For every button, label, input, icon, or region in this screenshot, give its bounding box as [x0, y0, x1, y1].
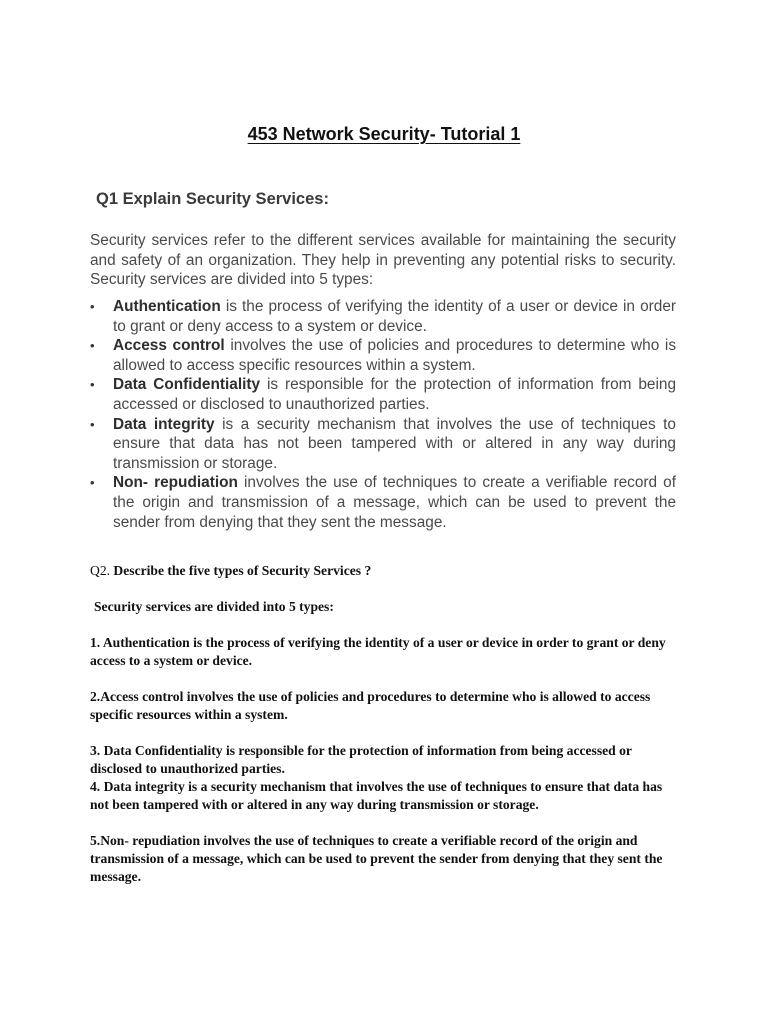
bullet-icon: • [90, 338, 95, 354]
service-term: Non- repudiation [113, 474, 238, 492]
service-description: involves the use of techniques to create a verifiable record of the origin and transmission of a message, which can be used to prevent the sender from denying that they sent the message. [113, 474, 676, 531]
q2-answer-3: 3. Data Confidentiality is responsible for the protection of information from being accessed or disclosed to unauthorized parties. [90, 743, 632, 776]
page-title: 453 Network Security- Tutorial 1 [247, 124, 521, 144]
bullet-icon: • [90, 299, 95, 314]
q1-heading: Q1 Explain Security Services: [96, 190, 329, 208]
q2-question [90, 562, 680, 580]
service-description: is responsible for the protection of information from being accessed or disclosed to unauthorized parties. [113, 376, 677, 413]
q1-intro-paragraph: Security services refer to the different services available for maintaining the security and safety of an organization. They help in preventing any potential risks to security. Security services are divided into 5 types: [90, 232, 676, 289]
list-item [90, 415, 676, 474]
q2-section [90, 562, 680, 886]
list-item [90, 473, 676, 532]
bullet-icon: • [90, 416, 95, 432]
service-term: Authentication [113, 298, 221, 315]
service-term: Access control [113, 337, 225, 355]
list-item [90, 297, 676, 336]
q2-answer-2: 2.Access control involves the use of policies and procedures to determine who is allowed to access specific resources within a system. [90, 689, 651, 722]
list-item [90, 375, 676, 414]
service-term: Data Confidentiality [113, 376, 261, 394]
bullet-icon: • [90, 377, 95, 393]
q2-question-text: Describe the five types of Security Services ? [113, 563, 372, 578]
service-description: is a security mechanism that involves the use of techniques to ensure that data has not been tampered with or altered in any way during transmission or storage. [113, 415, 676, 472]
service-description: is the process of verifying the identity of a user or device in order to grant or deny access to a system or device. [113, 298, 676, 335]
bullet-icon: • [90, 475, 95, 491]
service-term: Data integrity [113, 415, 215, 433]
q2-prefix: Q2. [90, 563, 114, 578]
q2-answer-4: 4. Data integrity is a security mechanism that involves the use of techniques to ensure that data has not been tampered with or altered in any way during transmission or storage. [90, 779, 663, 812]
service-description: involves the use of policies and procedures to determine who is allowed to access specific resources within a system. [113, 337, 677, 374]
security-services-list [90, 297, 676, 532]
q2-answer-1: 1. Authentication is the process of verifying the identity of a user or device in order to grant or deny access to a system or device. [90, 635, 666, 668]
q2-intro: Security services are divided into 5 types: [94, 599, 334, 614]
q2-answer-5: 5.Non- repudiation involves the use of techniques to create a verifiable record of the origin and transmission of a message, which can be used to prevent the sender from denying that they sent the message. [90, 833, 663, 884]
list-item [90, 336, 676, 375]
